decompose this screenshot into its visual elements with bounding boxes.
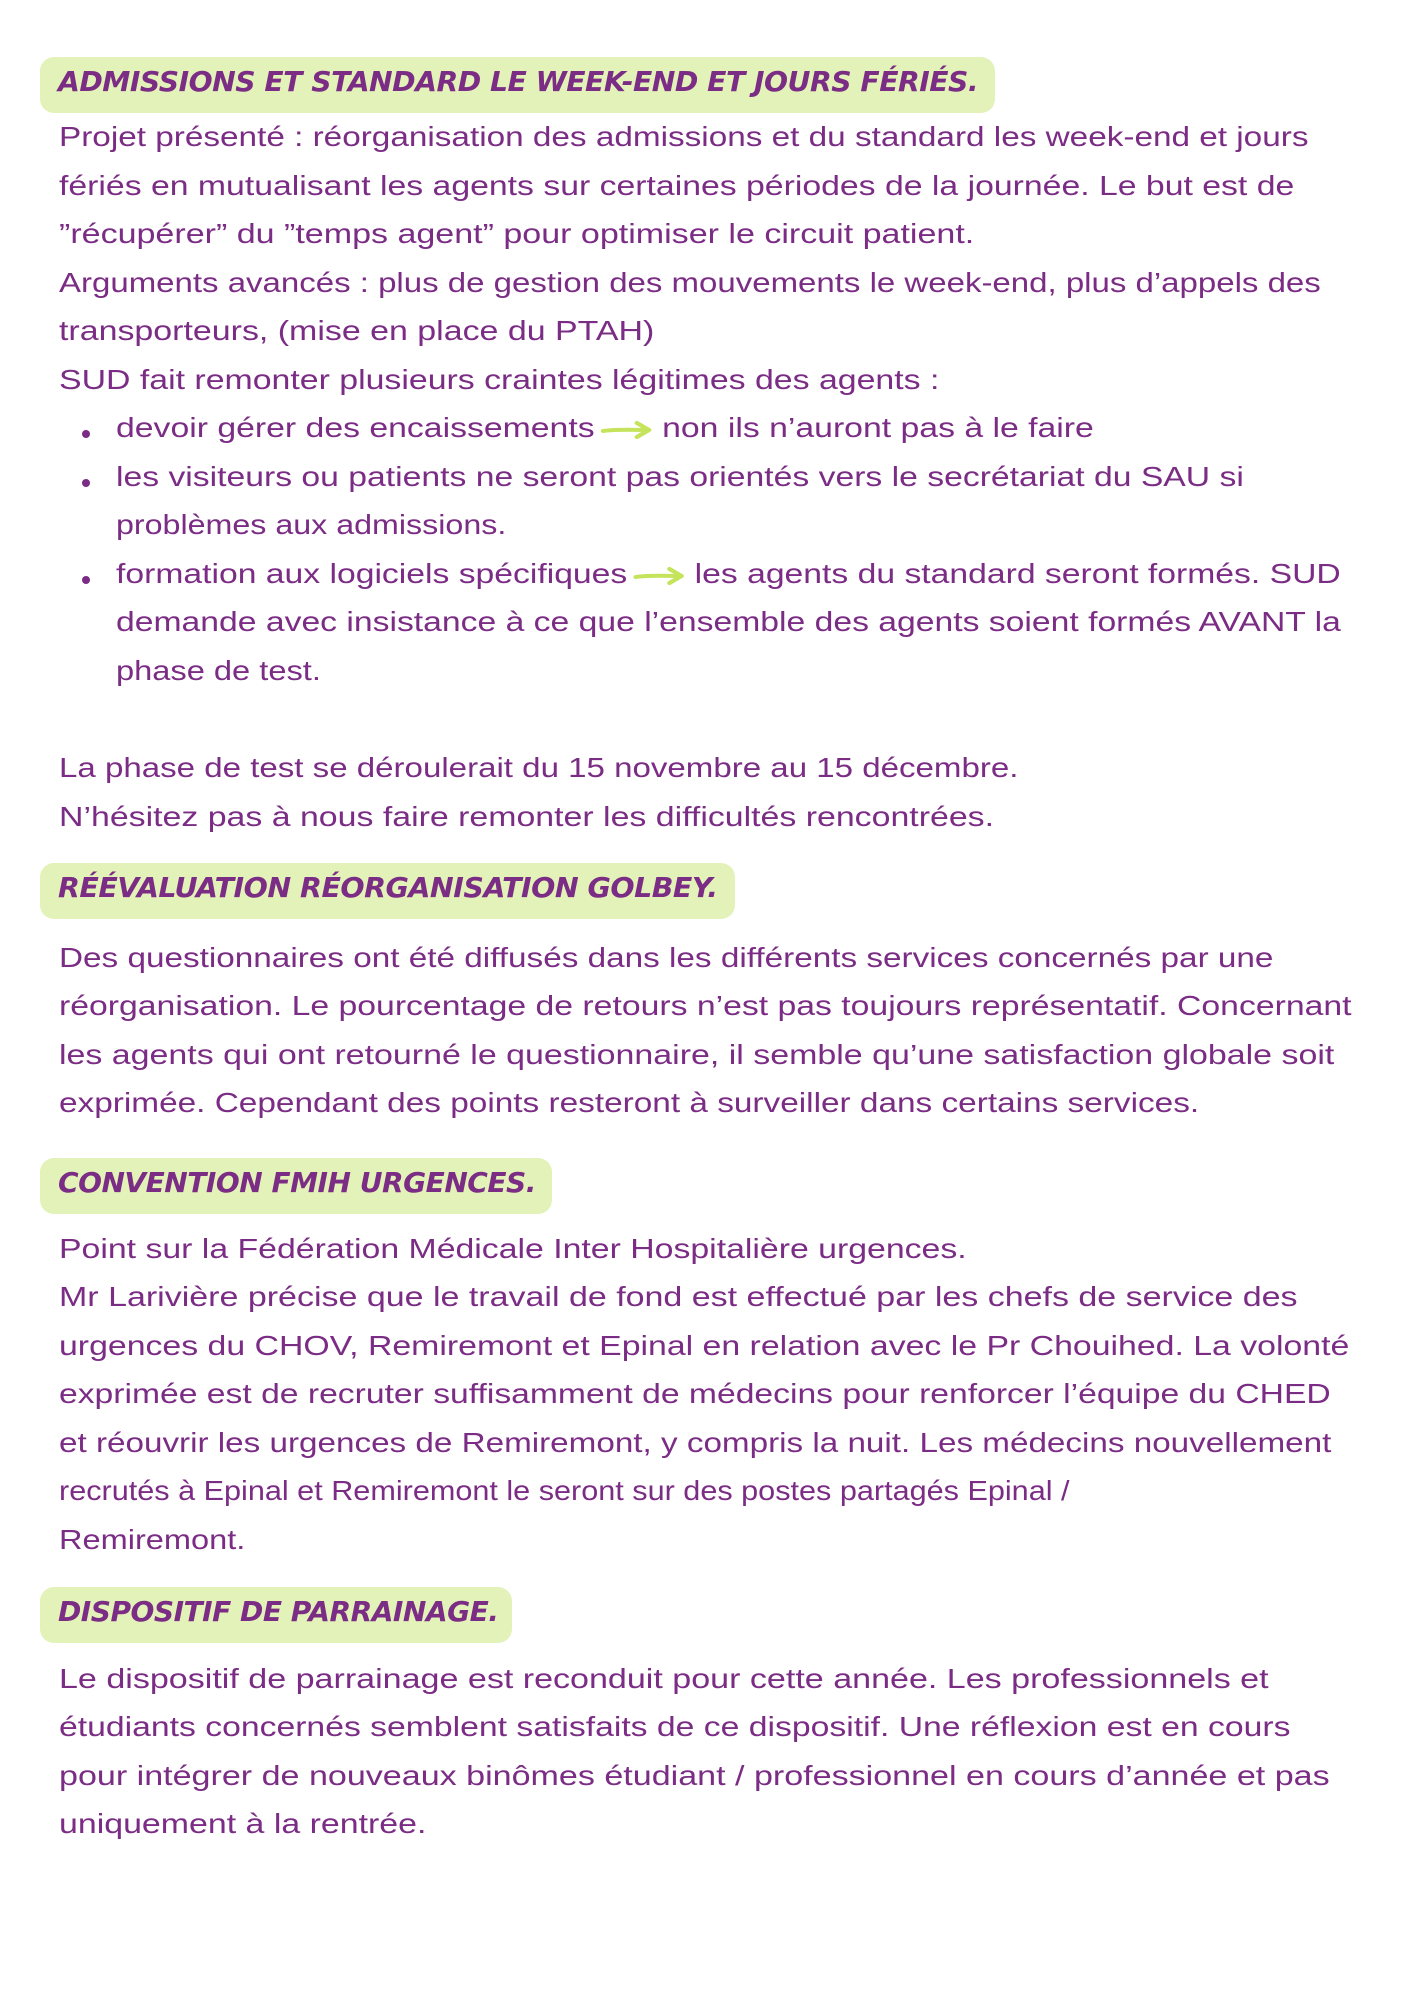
bullet-text: devoir gérer des encaissements: [116, 412, 595, 443]
section-title: CONVENTION FMIH URGENCES.: [58, 1166, 536, 1199]
paragraph-line: étudiants concernés semblent satisfaits de ce dispositif. Une réflexion est en cours: [59, 1711, 1291, 1742]
paragraph-line: SUD fait remonter plusieurs craintes légitimes des agents :: [59, 364, 940, 395]
paragraph-line: pour intégrer de nouveaux binômes étudiant / professionnel en cours d’année et pas: [59, 1760, 1330, 1791]
section-heading-golbey: [40, 863, 735, 919]
paragraph-line: ”récupérer” du ”temps agent” pour optimiser le circuit patient.: [59, 218, 975, 249]
paragraph-line: transporteurs, (mise en place du PTAH): [59, 315, 655, 346]
paragraph-line: Le dispositif de parrainage est reconduit pour cette année. Les professionnels et: [59, 1663, 1269, 1694]
bullet-answer: non ils n’auront pas à le faire: [662, 412, 1094, 443]
bullet-item-continuation: problèmes aux admissions.: [116, 509, 507, 540]
paragraph-line: urgences du CHOV, Remiremont et Epinal en relation avec le Pr Chouihed. La volonté: [59, 1330, 1350, 1361]
section-title: DISPOSITIF DE PARRAINAGE.: [58, 1595, 499, 1628]
paragraph-line: La phase de test se déroulerait du 15 novembre au 15 décembre.: [59, 752, 1019, 783]
paragraph-line: réorganisation. Le pourcentage de retours n’est pas toujours représentatif. Concernant: [59, 990, 1352, 1021]
section-title: RÉÉVALUATION RÉORGANISATION GOLBEY.: [58, 871, 718, 904]
bullet-text: formation aux logiciels spécifiques: [116, 558, 628, 589]
bullet-dot: [82, 576, 90, 584]
paragraph-line: Des questionnaires ont été diffusés dans les différents services concernés par une: [59, 942, 1274, 973]
section-title: ADMISSIONS ET STANDARD LE WEEK-END ET JOURS FÉRIÉS.: [58, 65, 979, 98]
arrow-right-icon: [632, 566, 687, 586]
paragraph-line: les agents qui ont retourné le questionnaire, il semble qu’une satisfaction globale soit: [59, 1039, 1335, 1070]
paragraph-line: Projet présenté : réorganisation des admissions et du standard les week-end et jours: [59, 121, 1309, 152]
paragraph-line: exprimée. Cependant des points resteront à surveiller dans certains services.: [59, 1087, 1200, 1118]
paragraph-line: Remiremont.: [59, 1524, 246, 1555]
section-heading-fmih: [40, 1158, 552, 1214]
paragraph-line: et réouvrir les urgences de Remiremont, y compris la nuit. Les médecins nouvellement: [59, 1427, 1332, 1458]
bullet-item: [116, 411, 1094, 445]
paragraph-line: N’hésitez pas à nous faire remonter les difficultés rencontrées.: [59, 801, 995, 832]
paragraph-line: recrutés à Epinal et Remiremont le seront sur des postes partagés Epinal /: [59, 1475, 1070, 1506]
bullet-item: [116, 557, 1341, 591]
bullet-item-continuation: demande avec insistance à ce que l’ensemble des agents soient formés AVANT la: [116, 606, 1341, 637]
paragraph-line: uniquement à la rentrée.: [59, 1808, 427, 1839]
paragraph-line: Arguments avancés : plus de gestion des mouvements le week-end, plus d’appels des: [59, 267, 1321, 298]
section-heading-parrainage: [40, 1587, 512, 1643]
bullet-dot: [82, 430, 90, 438]
paragraph-line: fériés en mutualisant les agents sur certaines périodes de la journée. Le but est de: [59, 170, 1295, 201]
bullet-answer: les agents du standard seront formés. SUD: [694, 558, 1341, 589]
bullet-item: les visiteurs ou patients ne seront pas orientés vers le secrétariat du SAU si: [116, 461, 1244, 492]
bullet-dot: [82, 479, 90, 487]
arrow-right-icon: [599, 420, 654, 440]
paragraph-line: exprimée est de recruter suffisamment de médecins pour renforcer l’équipe du CHED: [59, 1378, 1331, 1409]
paragraph-line: Point sur la Fédération Médicale Inter Hospitalière urgences.: [59, 1233, 967, 1264]
bullet-item-continuation: phase de test.: [116, 655, 321, 686]
section-heading-admissions: [40, 57, 995, 113]
paragraph-line: Mr Larivière précise que le travail de fond est effectué par les chefs de service des: [59, 1281, 1298, 1312]
